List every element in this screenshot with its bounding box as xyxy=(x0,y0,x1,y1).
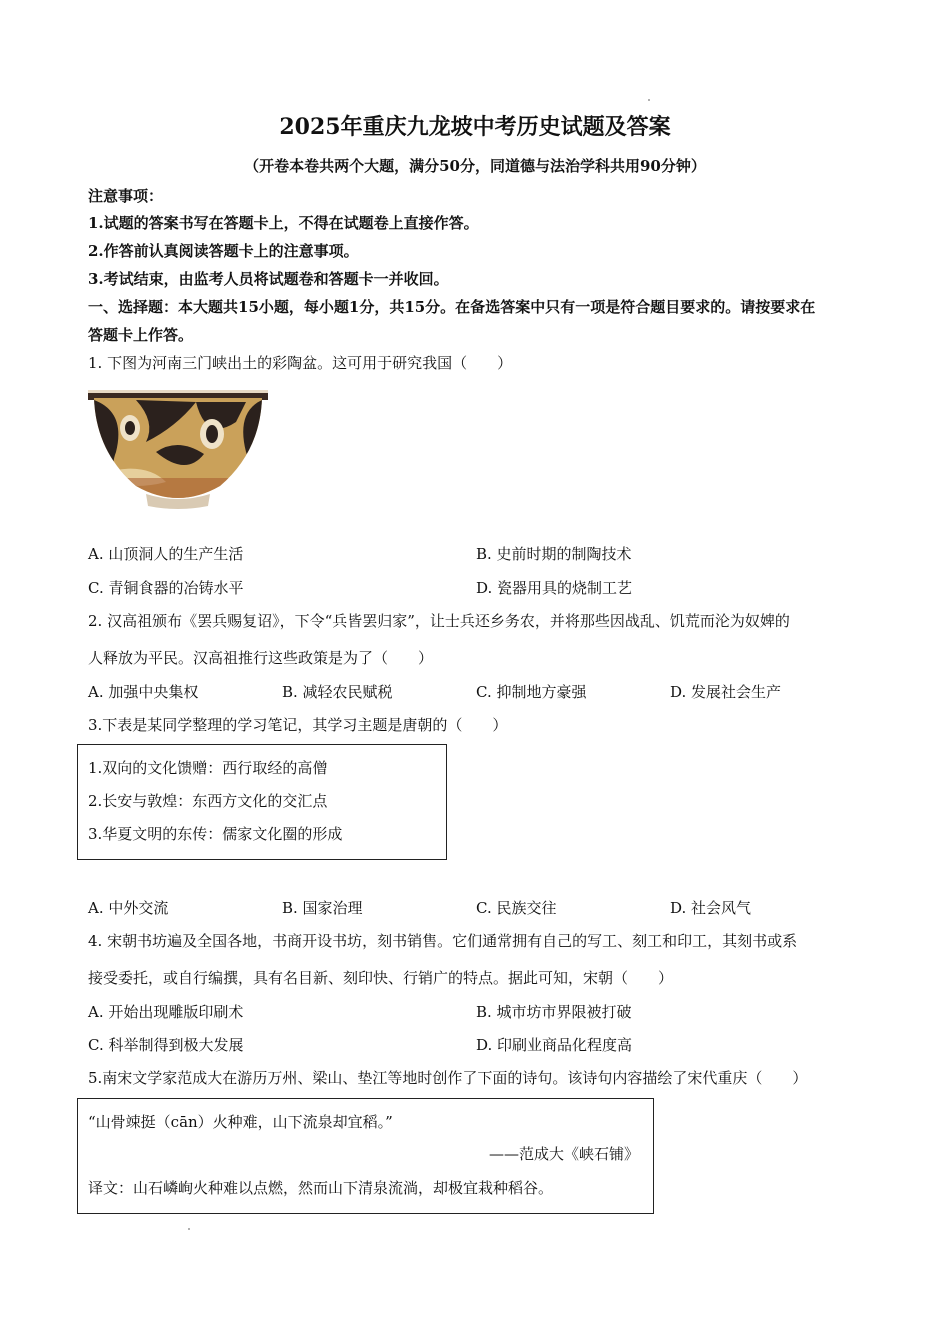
q3-option-a: A. 中外交流 xyxy=(88,899,169,917)
question-4-stem: 4. 宋朝书坊遍及全国各地，书商开设书坊，刻书销售。它们通常拥有自己的写工、刻工和印工，其刻书或系 xyxy=(88,932,798,950)
poem-translation: 译文：山石嶙峋火种难以点燃，然而山下清泉流淌，却极宜栽种稻谷。 xyxy=(88,1179,554,1197)
page-title: 2025年重庆九龙坡中考历史试题及答案 xyxy=(279,114,671,140)
q4-option-a: A. 开始出现雕版印刷术 xyxy=(88,1003,244,1021)
q1-option-b: B. 史前时期的制陶技术 xyxy=(476,545,632,563)
poem-line: “山骨竦挺（cān）火种难，山下流泉却宜稻。” xyxy=(88,1113,393,1131)
note-item: 2.作答前认真阅读答题卡上的注意事项。 xyxy=(88,242,359,260)
q1-option-d: D. 瓷器用具的烧制工艺 xyxy=(476,579,633,597)
study-note-item: 3.华夏文明的东传：儒家文化圈的形成 xyxy=(88,825,343,843)
section-heading-cont: 答题卡上作答。 xyxy=(88,326,194,344)
q3-option-b: B. 国家治理 xyxy=(282,899,363,917)
section-heading: 一、选择题：本大题共15小题，每小题1分，共15分。在备选答案中只有一项是符合题目要求的。请按要求在 xyxy=(88,298,816,316)
q1-option-a: A. 山顶洞人的生产生活 xyxy=(88,545,244,563)
q3-option-c: C. 民族交往 xyxy=(476,899,557,917)
question-5-stem: 5.南宋文学家范成大在游历万州、梁山、垫江等地时创作了下面的诗句。该诗句内容描绘了宋代重庆（ ） xyxy=(88,1069,808,1087)
poem-source: ——范成大《峡石铺》 xyxy=(488,1145,639,1163)
note-item: 3.考试结束，由监考人员将试题卷和答题卡一并收回。 xyxy=(88,270,449,288)
poem-box xyxy=(77,1098,654,1214)
study-note-item: 2.长安与敦煌：东西方文化的交汇点 xyxy=(88,792,328,810)
study-note-item: 1.双向的文化馈赠：西行取经的高僧 xyxy=(88,759,328,777)
question-2-stem-cont: 人释放为平民。汉高祖推行这些政策是为了（ ） xyxy=(88,649,434,667)
q2-option-b: B. 减轻农民赋税 xyxy=(282,683,393,701)
q1-option-c: C. 青铜食器的冶铸水平 xyxy=(88,579,244,597)
painted-pottery-basin-image xyxy=(86,382,270,512)
q4-option-d: D. 印刷业商品化程度高 xyxy=(476,1036,633,1054)
question-3-stem: 3.下表是某同学整理的学习笔记，其学习主题是唐朝的（ ） xyxy=(88,716,508,734)
question-2-stem: 2. 汉高祖颁布《罢兵赐复诏》，下令“兵皆罢归家”，让士兵还乡务农，并将那些因战乱、饥荒而沦为奴婢的 xyxy=(88,612,790,630)
note-item: 1.试题的答案书写在答题卡上，不得在试题卷上直接作答。 xyxy=(88,214,479,232)
q4-option-b: B. 城市坊市界限被打破 xyxy=(476,1003,632,1021)
scan-dot xyxy=(648,99,650,101)
study-notes-box xyxy=(77,744,447,860)
q2-option-c: C. 抑制地方豪强 xyxy=(476,683,587,701)
q3-option-d: D. 社会风气 xyxy=(670,899,752,917)
q2-option-d: D. 发展社会生产 xyxy=(670,683,782,701)
q2-option-a: A. 加强中央集权 xyxy=(88,683,199,701)
scan-dot xyxy=(188,1228,190,1230)
page-subtitle: （开卷本卷共两个大题，满分50分，同道德与法治学科共用90分钟） xyxy=(244,157,706,175)
q4-option-c: C. 科举制得到极大发展 xyxy=(88,1036,244,1054)
question-4-stem-cont: 接受委托，或自行编撰，具有名目新、刻印快、行销广的特点。据此可知，宋朝（ ） xyxy=(88,969,674,987)
notes-heading: 注意事项： xyxy=(88,187,164,205)
question-1-stem: 1. 下图为河南三门峡出土的彩陶盆。这可用于研究我国（ ） xyxy=(88,354,513,372)
